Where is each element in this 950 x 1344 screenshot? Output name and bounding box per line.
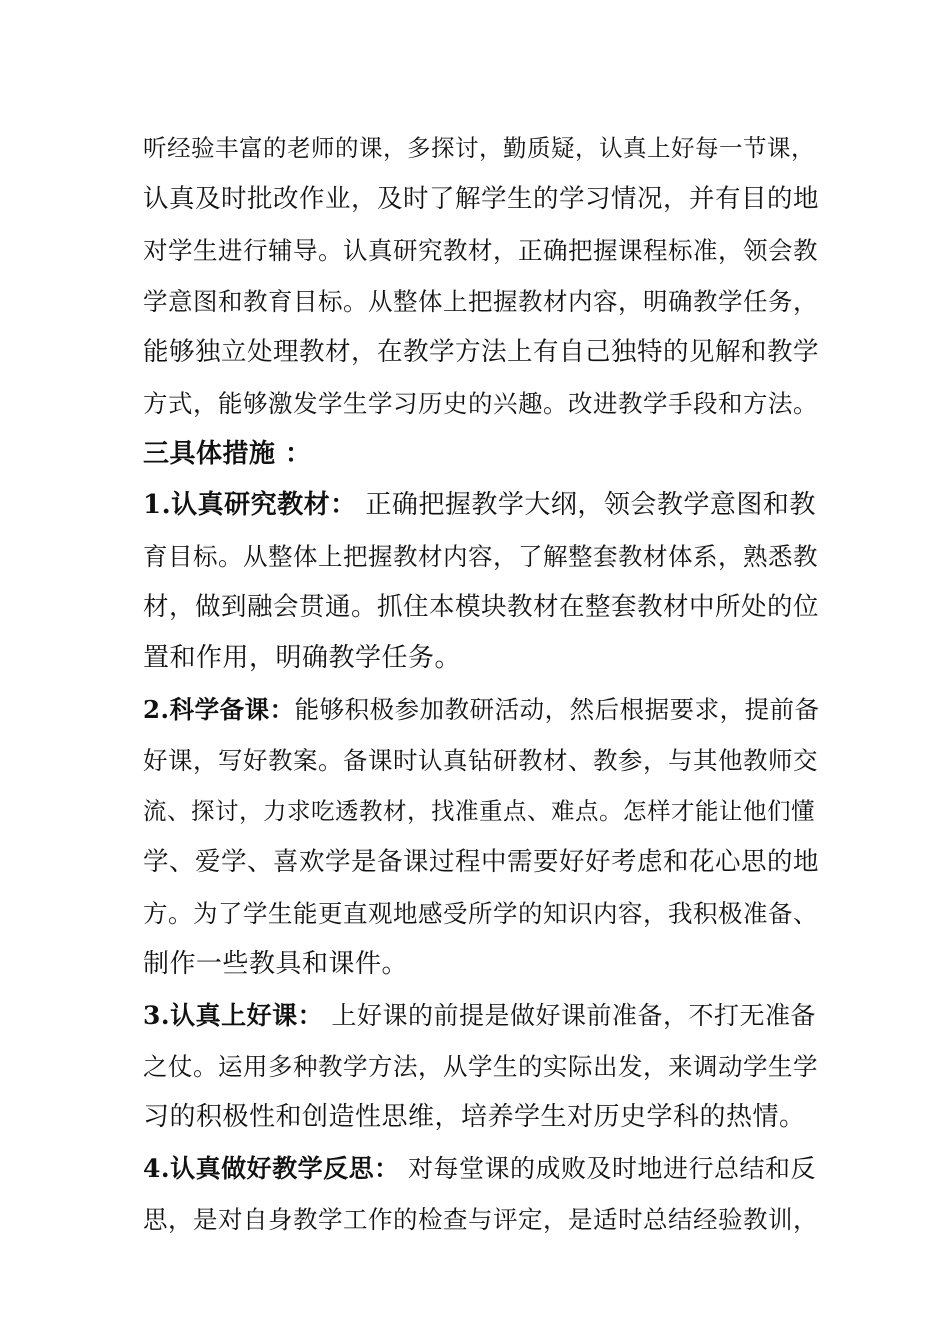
item-3-line: 之仗。运用多种教学方法，从学生的实际出发，来调动学生学 <box>143 1052 818 1081</box>
item-3-first-text: 上好课的前提是做好课前准备，不打无准备 <box>323 1001 817 1030</box>
item-1-first-text: 正确把握教学大纲，领会教学意图和教 <box>356 490 816 520</box>
paragraph-line: 方式，能够激发学生学习历史的兴趣。改进教学手段和方法。 <box>143 389 818 418</box>
item-1-line: 育目标。从整体上把握教材内容，了解整套教材体系，熟悉教 <box>143 542 818 571</box>
item-2-first-text: 能够积极参加教研活动，然后根据要求，提前备 <box>294 695 820 724</box>
paragraph-line: 学意图和教育目标。从整体上把握教材内容，明确教学任务， <box>143 287 818 316</box>
item-1-line: 材，做到融会贯通。抓住本模块教材在整套教材中所处的位 <box>143 592 820 622</box>
item-2-line: 流、探讨，力求吃透教材，找准重点、难点。怎样才能让他们懂 <box>143 797 815 825</box>
paragraph-line: 对学生进行辅导。认真研究教材，正确把握课程标准，领会教 <box>143 236 818 265</box>
item-2-line: 方。为了学生能更直观地感受所学的知识内容，我积极准备、 <box>143 899 818 928</box>
paragraph-line: 能够独立处理教材，在教学方法上有自己独特的见解和教学 <box>143 337 820 367</box>
paragraph-line: 认真及时批改作业，及时了解学生的学习情况，并有目的地 <box>143 184 820 214</box>
item-3-line: 习的积极性和创造性思维，培养学生对历史学科的热情。 <box>143 1102 806 1132</box>
document-body <box>143 123 823 1245</box>
item-1-lead: 1.认真研究教材： <box>143 490 357 520</box>
item-3-lead: 3.认真上好课： <box>143 1001 324 1030</box>
item-3-first-line <box>143 990 823 1041</box>
item-4-line: 思，是对自身教学工作的检查与评定，是适时总结经验教训， <box>143 1205 818 1234</box>
item-2-line: 学、爱学、喜欢学是备课过程中需要好好考虑和花心思的地 <box>143 847 820 877</box>
item-4-first-text: 对每堂课的成败及时地进行总结和反 <box>399 1154 817 1183</box>
item-2-line: 好课，写好教案。备课时认真钻研教材、教参，与其他教师交 <box>143 746 818 775</box>
section-heading: 三具体措施 ： <box>143 439 312 469</box>
item-1-first-line <box>143 480 823 531</box>
item-2-line: 制作一些教具和课件。 <box>143 949 409 979</box>
item-2-first-line <box>143 684 823 735</box>
item-4-lead: 4.认真做好教学反思： <box>143 1154 400 1183</box>
item-2-lead: 2.科学备课： <box>143 695 295 724</box>
item-4-first-line <box>143 1143 823 1194</box>
paragraph-line: 听经验丰富的老师的课，多探讨，勤质疑，认真上好每一节课， <box>143 134 815 162</box>
item-1-line: 置和作用，明确教学任务。 <box>143 643 462 673</box>
